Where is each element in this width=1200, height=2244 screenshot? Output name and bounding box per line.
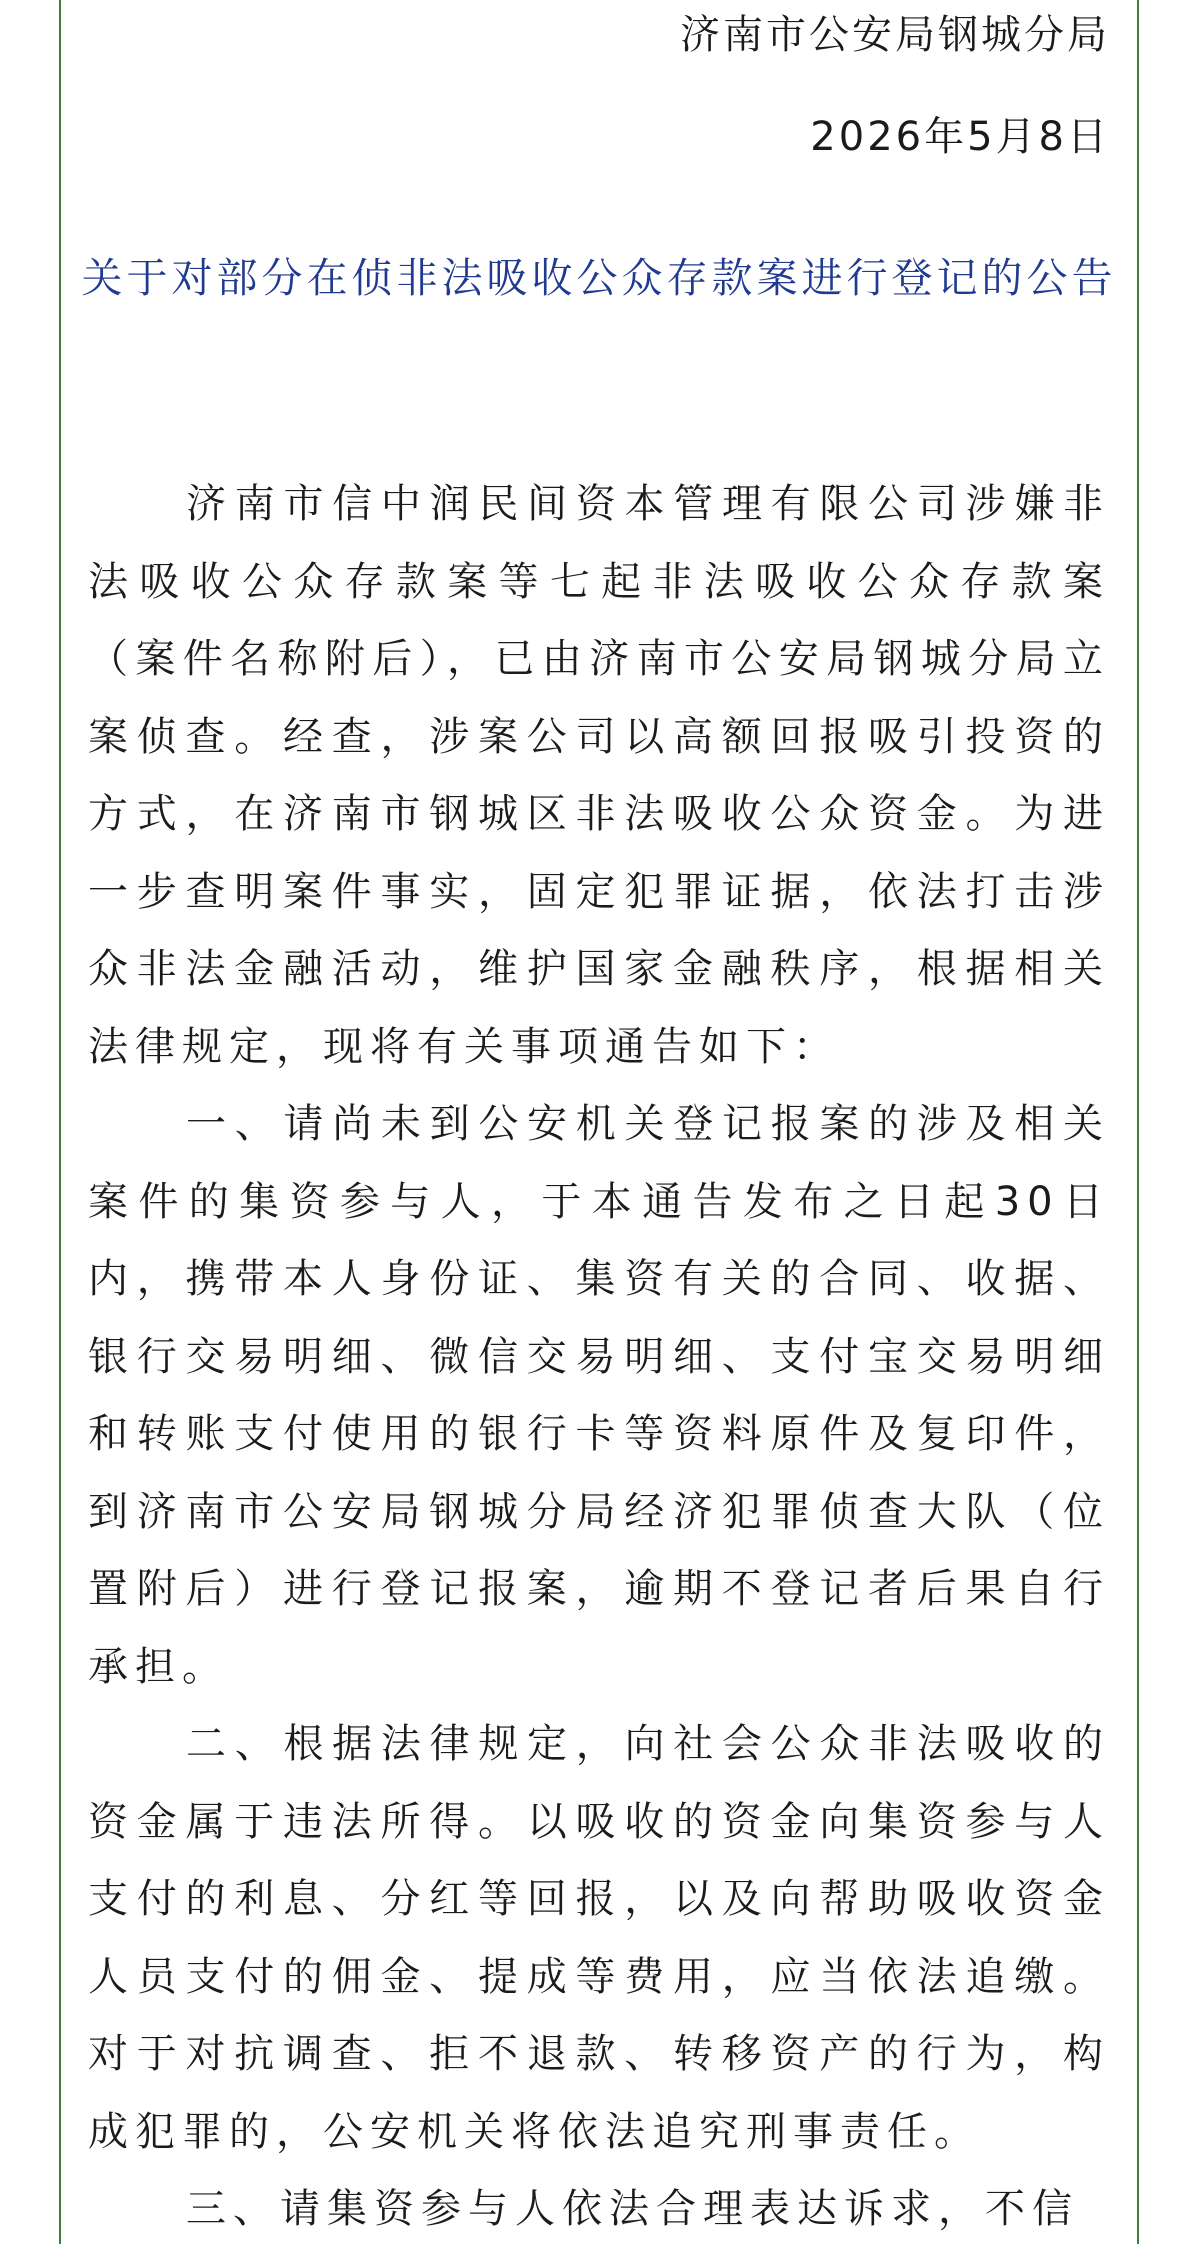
notice-title: 关于对部分在侦非法吸收公众存款案进行登记的公告 <box>81 254 1117 302</box>
clause-one-paragraph: 一、请尚未到公安机关登记报案的涉及相关案件的集资参与人，于本通告发布之日起30日内，携带本人身份证、集资有关的合同、收据、银行交易明细、微信交易明细、支付宝交易明细和转账支付使用的银行卡等资料原件及复印件，到济南市公安局钢城分局经济犯罪侦查大队（位置附后）进行登记报案，逾期不登记者后果自行承担。 <box>88 1101 1110 1690</box>
clause-two-paragraph: 二、根据法律规定，向社会公众非法吸收的资金属于违法所得。以吸收的资金向集资参与人支付的利息、分红等回报，以及向帮助吸收资金人员支付的佣金、提成等费用，应当依法追缴。对于对抗调查、拒不退款、转移资产的行为，构成犯罪的，公安机关将依法追究刑事责任。 <box>88 1721 1110 2155</box>
clause-three-paragraph: 三、请集资参与人依法合理表达诉求，不信 <box>186 2186 1079 2232</box>
notice-body <box>88 466 1110 2244</box>
issue-date: 2026年5月8日 <box>810 114 1110 160</box>
right-border-line <box>1137 0 1139 2244</box>
intro-paragraph: 济南市信中润民间资本管理有限公司涉嫌非法吸收公众存款案等七起非法吸收公众存款案（案件名称附后），已由济南市公安局钢城分局立案侦查。经查，涉案公司以高额回报吸引投资的方式，在济南市钢城区非法吸收公众资金。为进一步查明案件事实，固定犯罪证据，依法打击涉众非法金融活动，维护国家金融秩序，根据相关法律规定，现将有关事项通告如下： <box>88 481 1110 1070</box>
left-border-line <box>59 0 61 2244</box>
issuing-authority: 济南市公安局钢城分局 <box>680 12 1110 58</box>
